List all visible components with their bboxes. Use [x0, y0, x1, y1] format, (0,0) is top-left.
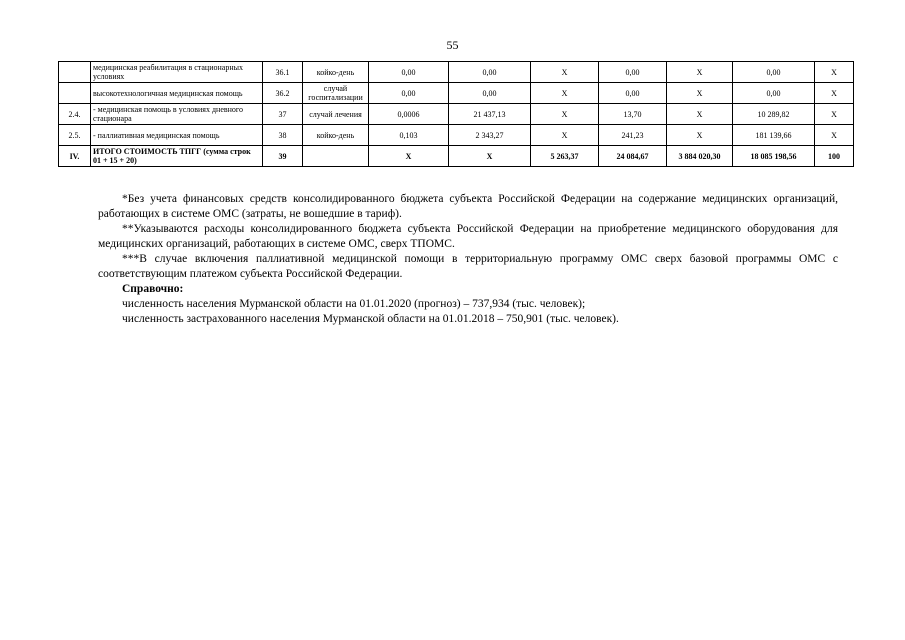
footnotes: [98, 192, 838, 327]
row-value: X: [531, 62, 599, 83]
row-value: 0,00: [449, 83, 531, 104]
footnote-1: *Без учета финансовых средств консолидированного бюджета субъекта Российской Федерации на содержание медицинских организаций, работающих в системе ОМС (затраты, не вошедшие в тариф).: [98, 193, 838, 220]
row-number: [59, 83, 91, 104]
row-value: X: [667, 125, 733, 146]
total-value: 100: [815, 146, 854, 167]
row-number: [59, 62, 91, 83]
row-value: X: [531, 104, 599, 125]
total-name: ИТОГО СТОИМОСТЬ ТПГГ (сумма строк 01 + 15 + 20): [91, 146, 263, 167]
total-value: X: [369, 146, 449, 167]
total-value: X: [449, 146, 531, 167]
row-name: высокотехнологичная медицинская помощь: [91, 83, 263, 104]
total-value: 3 884 020,30: [667, 146, 733, 167]
table-row: [59, 83, 854, 104]
total-value: 24 084,67: [599, 146, 667, 167]
row-number: 2.4.: [59, 104, 91, 125]
row-value: X: [531, 83, 599, 104]
row-line: 36.1: [263, 62, 303, 83]
row-unit: койко-день: [303, 125, 369, 146]
row-value: 0,00: [599, 83, 667, 104]
total-value: 18 085 198,56: [733, 146, 815, 167]
row-value: X: [815, 62, 854, 83]
row-value: 241,23: [599, 125, 667, 146]
row-unit: случай лечения: [303, 104, 369, 125]
row-line: 36.2: [263, 83, 303, 104]
total-number: IV.: [59, 146, 91, 167]
row-value: X: [531, 125, 599, 146]
row-value: 21 437,13: [449, 104, 531, 125]
row-line: 38: [263, 125, 303, 146]
row-unit: случай госпитализации: [303, 83, 369, 104]
row-name: - медицинская помощь в условиях дневного стационара: [91, 104, 263, 125]
row-value: 0,00: [369, 83, 449, 104]
row-value: 0,00: [449, 62, 531, 83]
row-value: 0,103: [369, 125, 449, 146]
row-name: - паллиативная медицинская помощь: [91, 125, 263, 146]
reference-insured-population: численность застрахованного населения Мурманской области на 01.01.2018 – 750,901 (тыс. человек).: [122, 313, 619, 325]
row-value: 0,00: [733, 62, 815, 83]
total-line: 39: [263, 146, 303, 167]
row-value: X: [667, 104, 733, 125]
page-number: 55: [446, 38, 459, 52]
cost-table: [58, 61, 854, 167]
row-value: X: [667, 62, 733, 83]
table-body: [59, 62, 854, 167]
row-value: 10 289,82: [733, 104, 815, 125]
row-line: 37: [263, 104, 303, 125]
total-value: 5 263,37: [531, 146, 599, 167]
row-value: 0,00: [733, 83, 815, 104]
table-row: [59, 104, 854, 125]
row-number: 2.5.: [59, 125, 91, 146]
row-value: 0,0006: [369, 104, 449, 125]
row-name: медицинская реабилитация в стационарных условиях: [91, 62, 263, 83]
row-value: X: [815, 104, 854, 125]
row-unit: койко-день: [303, 62, 369, 83]
row-value: 13,70: [599, 104, 667, 125]
row-value: 0,00: [369, 62, 449, 83]
row-value: 0,00: [599, 62, 667, 83]
table-total-row: [59, 146, 854, 167]
table-row: [59, 62, 854, 83]
reference-population: численность населения Мурманской области на 01.01.2020 (прогноз) – 737,934 (тыс. человек);: [122, 298, 586, 310]
footnote-3: ***В случае включения паллиативной медицинской помощи в территориальную программу ОМС сверх базовой программы ОМС с соответствующим платежом субъекта Российской Федерации.: [98, 253, 838, 280]
reference-title: Справочно:: [122, 283, 184, 295]
footnote-2: **Указываются расходы консолидированного бюджета субъекта Российской Федерации на приобретение медицинского оборудования для медицинских организаций, работающих в системе ОМС, сверх ТПОМС.: [98, 223, 838, 250]
table-row: [59, 125, 854, 146]
total-unit: [303, 146, 369, 167]
row-value: X: [667, 83, 733, 104]
row-value: X: [815, 125, 854, 146]
row-value: X: [815, 83, 854, 104]
row-value: 2 343,27: [449, 125, 531, 146]
row-value: 181 139,66: [733, 125, 815, 146]
